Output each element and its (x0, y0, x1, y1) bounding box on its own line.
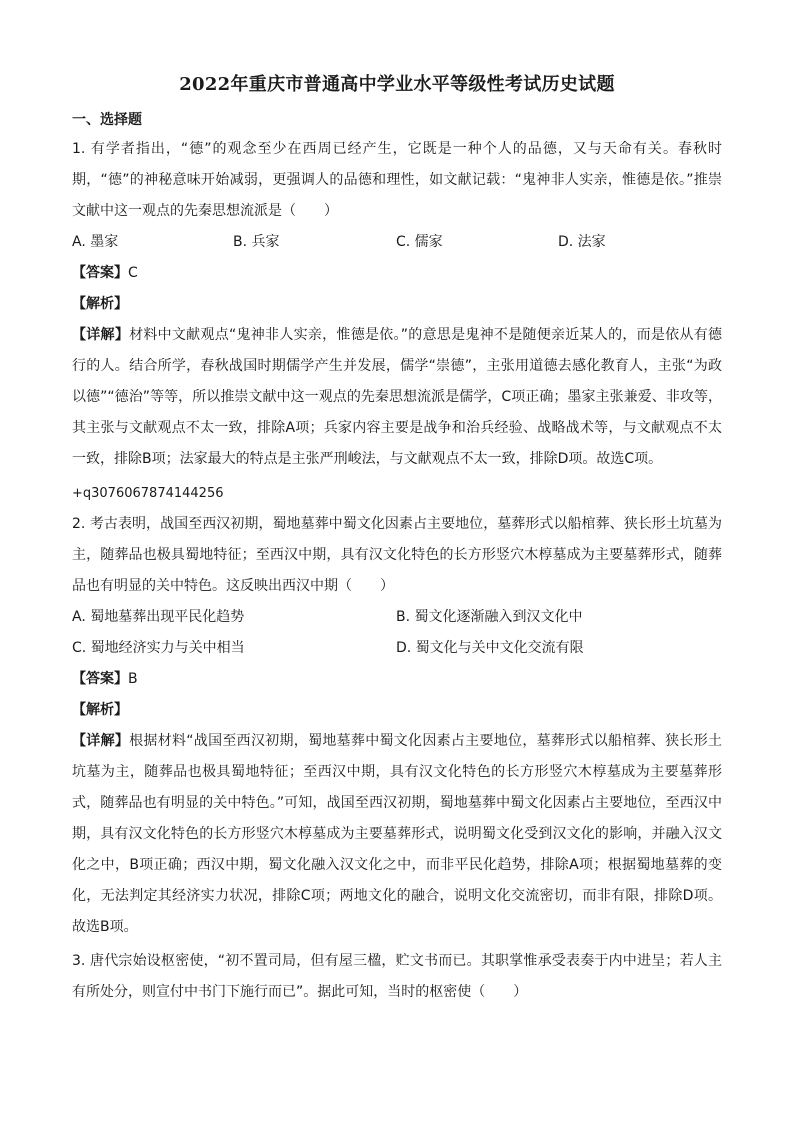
question-2-stem: 2. 考古表明，战国至西汉初期，蜀地墓葬中蜀文化因素占主要地位，墓葬形式以船棺葬、狭长形土坑墓为主，随葬品也极具蜀地特征；至西汉中期，具有汉文化特色的长方形竖穴木椁墓成为主要墓葬形式，随葬品也有明显的关中特色。这反映出西汉中期（ ） (72, 516, 722, 594)
question-2-options-row-1 (72, 602, 722, 633)
answer-label: 【答案】 (72, 671, 128, 687)
question-3-stem: 3. 唐代宗始设枢密使，“初不置司局，但有屋三楹，贮文书而已。其职掌惟承受表奏于内中进呈；若人主有所处分，则宣付中书门下施行而已”。据此可知，当时的枢密使（ ） (72, 953, 722, 1000)
question-2-options-row-2 (72, 633, 722, 664)
question-1-stem: 1. 有学者指出，“德”的观念至少在西周已经产生，它既是一种个人的品德，又与天命有关。春秋时期，“德”的神秘意味开始减弱，更强调人的品德和理性，如文献记载：“鬼神非人实亲，惟德是依。”推崇文献中这一观点的先秦思想流派是（ ） (72, 141, 722, 219)
detail-text: 材料中文献观点“鬼神非人实亲，惟德是依。”的意思是鬼神不是随便亲近某人的，而是依从有德行的人。结合所学，春秋战国时期儒学产生并发展，儒学“崇德”，主张用道德去感化教育人，主张“为政以德”“德治”等等，所以推崇文献中这一观点的先秦思想流派是儒学，C项正确；墨家主张兼爱、非攻等，其主张与文献观点不太一致，排除A项；兵家内容主要是战争和治兵经验、战略战术等，与文献观点不太一致，排除B项；法家最大的特点是主张严刑峻法，与文献观点不太一致，排除D项。故选C项。 (72, 327, 722, 467)
option-a: A. 蜀地墓葬出现平民化趋势 (72, 609, 245, 625)
answer-value: B (128, 671, 138, 687)
detail-text: 根据材料“战国至西汉初期，蜀地墓葬中蜀文化因素占主要地位，墓葬形式以船棺葬、狭长形土坑墓为主，随葬品也极具蜀地特征；至西汉中期，具有汉文化特色的长方形竖穴木椁墓成为主要墓葬形式，随葬品也有明显的关中特色。”可知，战国至西汉初期，蜀地墓葬中蜀文化因素占主要地位，至西汉中期，具有汉文化特色的长方形竖穴木椁墓成为主要墓葬形式，说明蜀文化受到汉文化的影响，并融入汉文化之中，B项正确；西汉中期，蜀文化融入汉文化之中，而非平民化趋势，排除A项；根据蜀地墓葬的变化，无法判定其经济实力状况，排除C项；两地文化的融合，说明文化交流密切，而非有限，排除D项。故选B项。 (72, 733, 722, 935)
question-1-analysis-label: 【解析】 (72, 296, 128, 312)
option-d: D. 蜀文化与关中文化交流有限 (396, 640, 584, 656)
section-heading: 一、选择题 (72, 112, 142, 128)
option-a: A. 墨家 (72, 234, 119, 250)
question-1-detail (72, 320, 722, 475)
question-1-options (72, 227, 722, 258)
option-d: D. 法家 (558, 234, 606, 250)
answer-label: 【答案】 (72, 265, 128, 281)
page-title: 2022年重庆市普通高中学业水平等级性考试历史试题 (179, 74, 615, 95)
question-1-answer (72, 258, 138, 289)
detail-label: 【详解】 (72, 733, 130, 749)
option-b: B. 蜀文化逐渐融入到汉文化中 (396, 609, 583, 625)
option-c: C. 儒家 (396, 234, 443, 250)
question-2-answer (72, 664, 138, 695)
option-b: B. 兵家 (233, 234, 280, 250)
answer-value: C (128, 265, 138, 281)
detail-label: 【详解】 (72, 327, 130, 343)
option-c: C. 蜀地经济实力与关中相当 (72, 640, 245, 656)
question-2-analysis-label: 【解析】 (72, 702, 128, 718)
contact-text: +q3076067874144256 (72, 486, 224, 501)
question-2-detail (72, 726, 722, 943)
